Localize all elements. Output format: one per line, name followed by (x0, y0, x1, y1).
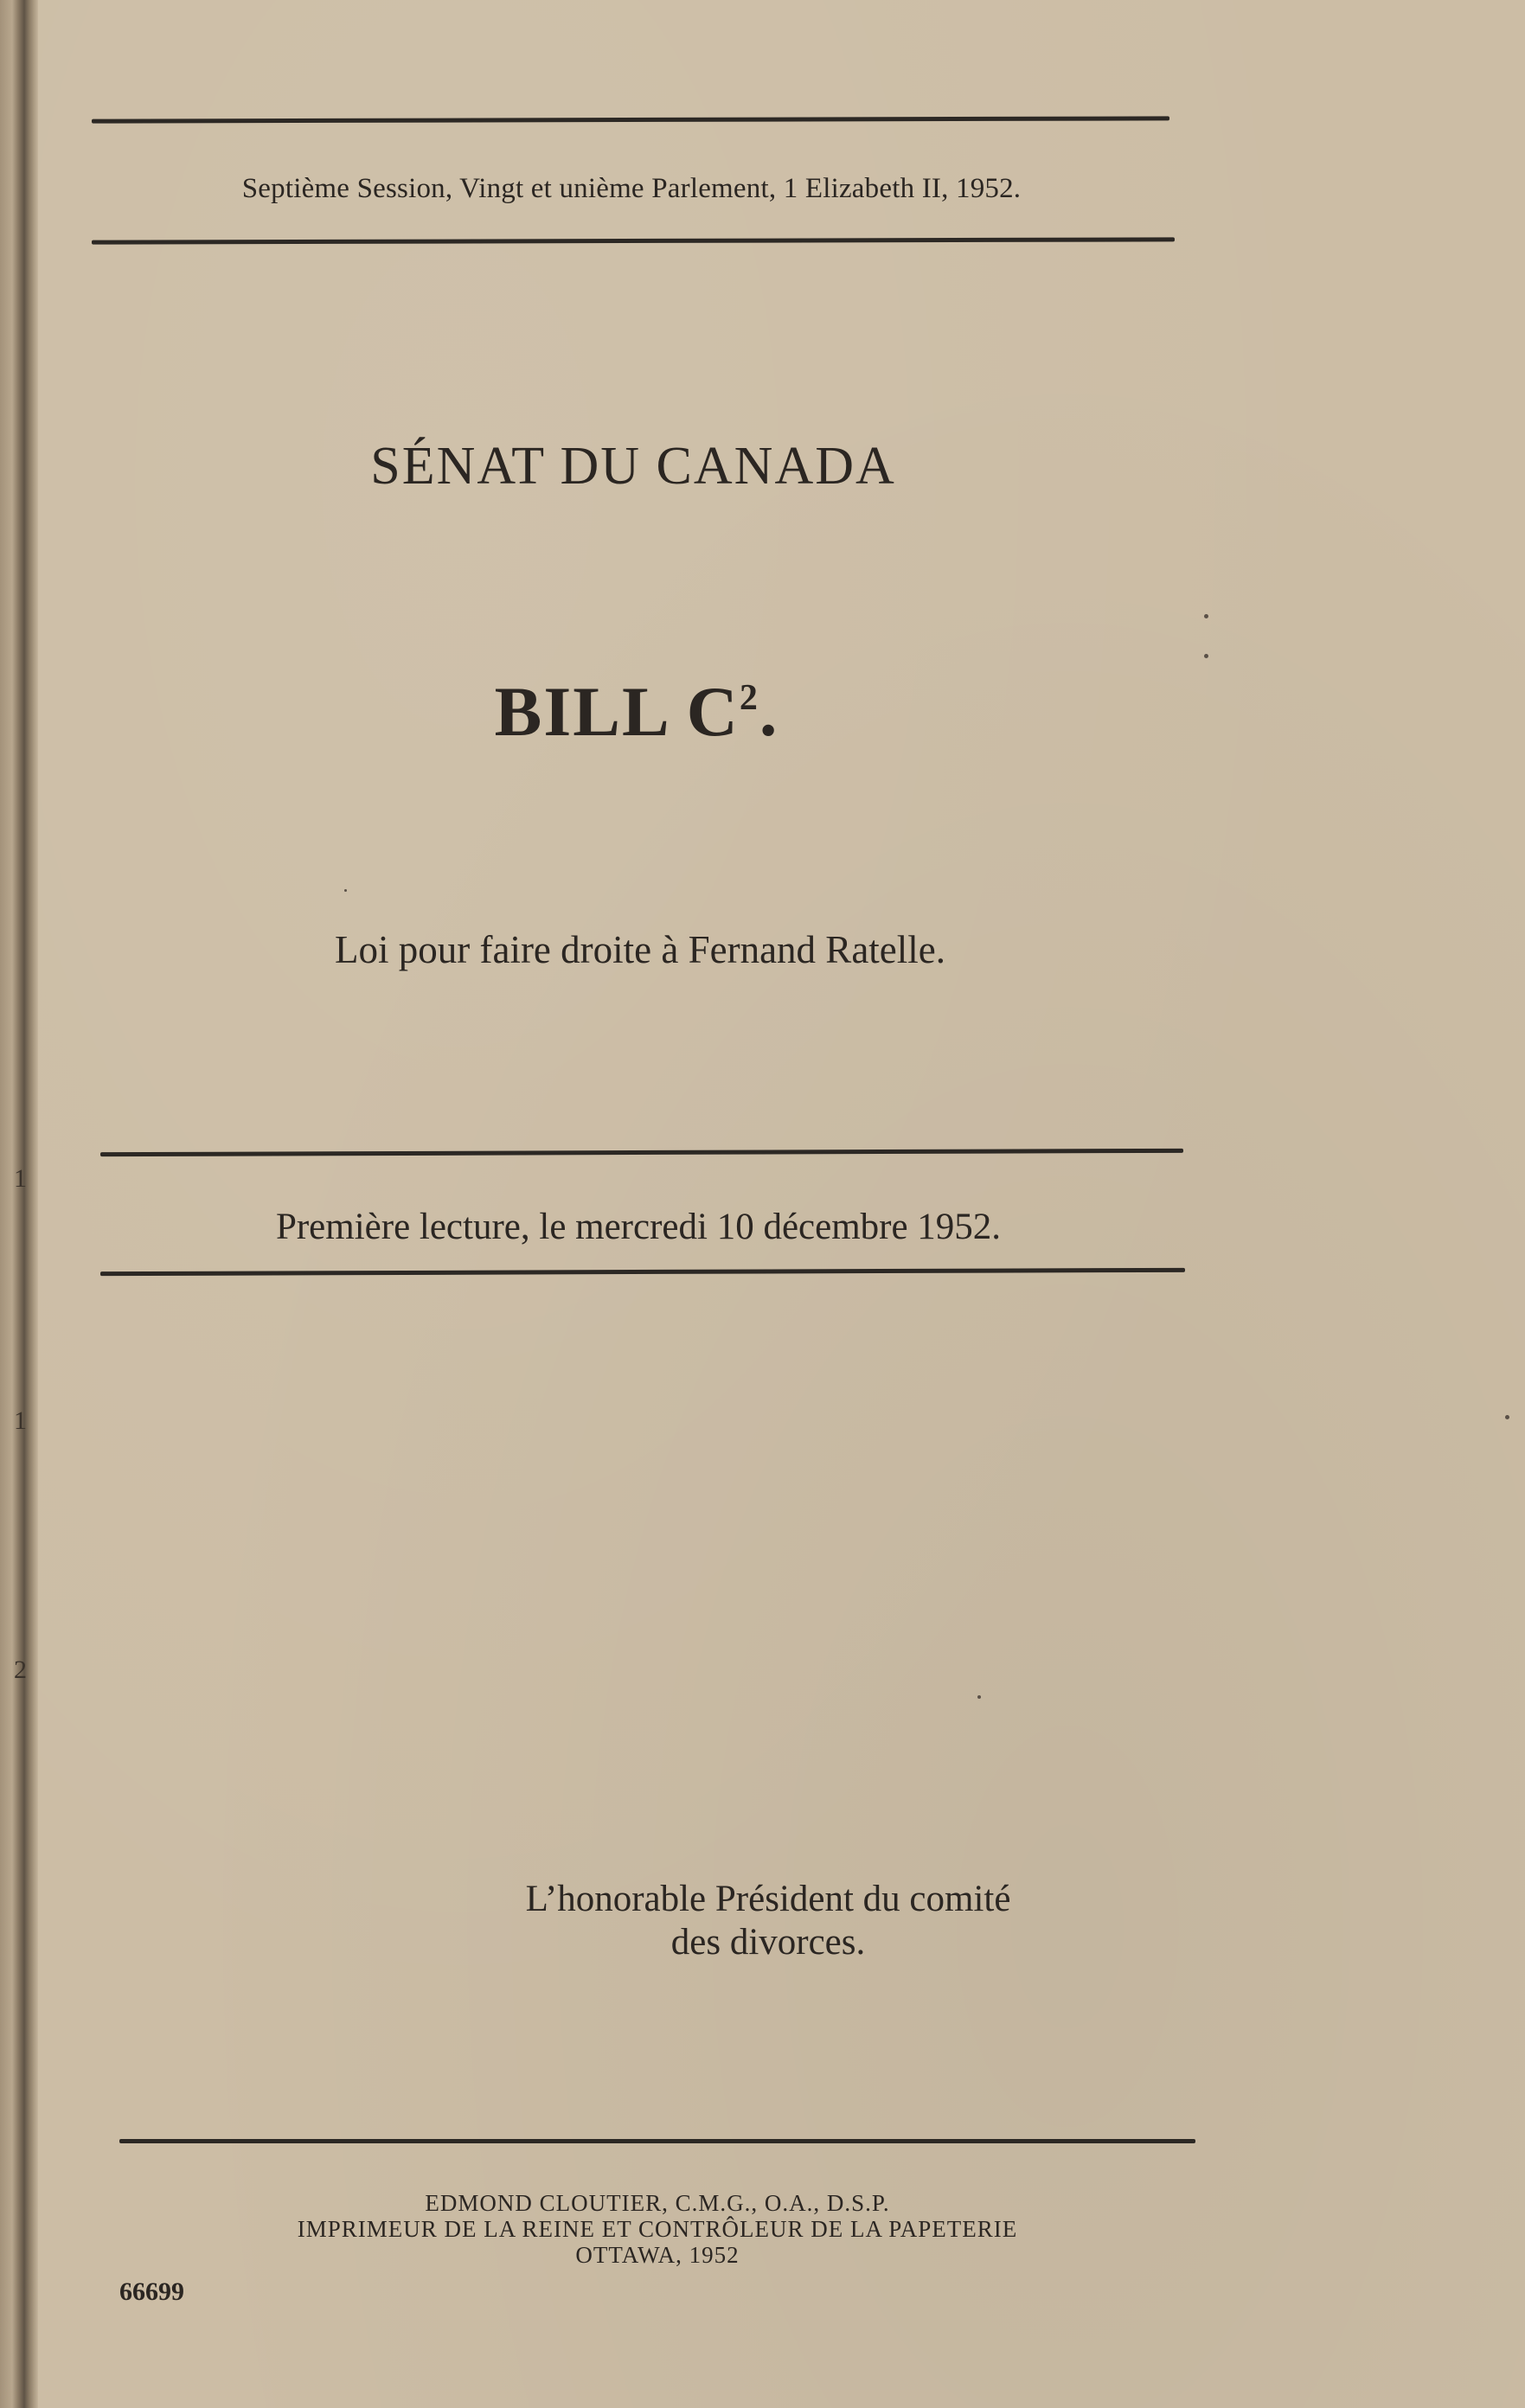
reading-bottom-rule (100, 1268, 1185, 1276)
paper-speck (977, 1695, 981, 1699)
paper-speck (1505, 1415, 1509, 1419)
session-line: Septième Session, Vingt et unième Parlement, 1 Elizabeth II, 1952. (241, 173, 1022, 204)
printer-name: EDMOND CLOUTIER, C.M.G., O.A., D.S.P. (425, 2190, 890, 2216)
print-number: 66699 (119, 2277, 184, 2306)
bill-suffix: . (759, 672, 779, 751)
printer-rule (119, 2139, 1195, 2143)
binding-fragment: 2 (14, 1656, 27, 1684)
header-top-rule (92, 116, 1169, 123)
binding-fragment: 1 (14, 1406, 27, 1435)
printer-place-year: OTTAWA, 1952 (575, 2242, 740, 2268)
printer-title: IMPRIMEUR DE LA REINE ET CONTRÔLEUR DE LA PAPETERIE (297, 2216, 1018, 2242)
bill-prefix: BILL C (494, 672, 740, 751)
header-bottom-rule (92, 237, 1175, 244)
binding-edge (0, 0, 38, 2408)
bill-number (495, 671, 779, 752)
bill-superscript: 2 (739, 678, 759, 718)
paper-speck (1204, 614, 1208, 618)
paper-speck (344, 889, 347, 892)
senate-title: SÉNAT DU CANADA (370, 437, 896, 496)
paper-speck (1204, 654, 1208, 658)
first-reading-line: Première lecture, le mercredi 10 décembre 1952. (275, 1207, 1002, 1247)
sponsor-line-1: L’honorable Président du comité (525, 1879, 1011, 1919)
reading-top-rule (100, 1149, 1183, 1156)
sponsor-line-2: des divorces. (670, 1922, 866, 1963)
binding-fragment: 1 (14, 1164, 27, 1193)
bill-title: Loi pour faire droite à Fernand Ratelle. (335, 928, 945, 971)
